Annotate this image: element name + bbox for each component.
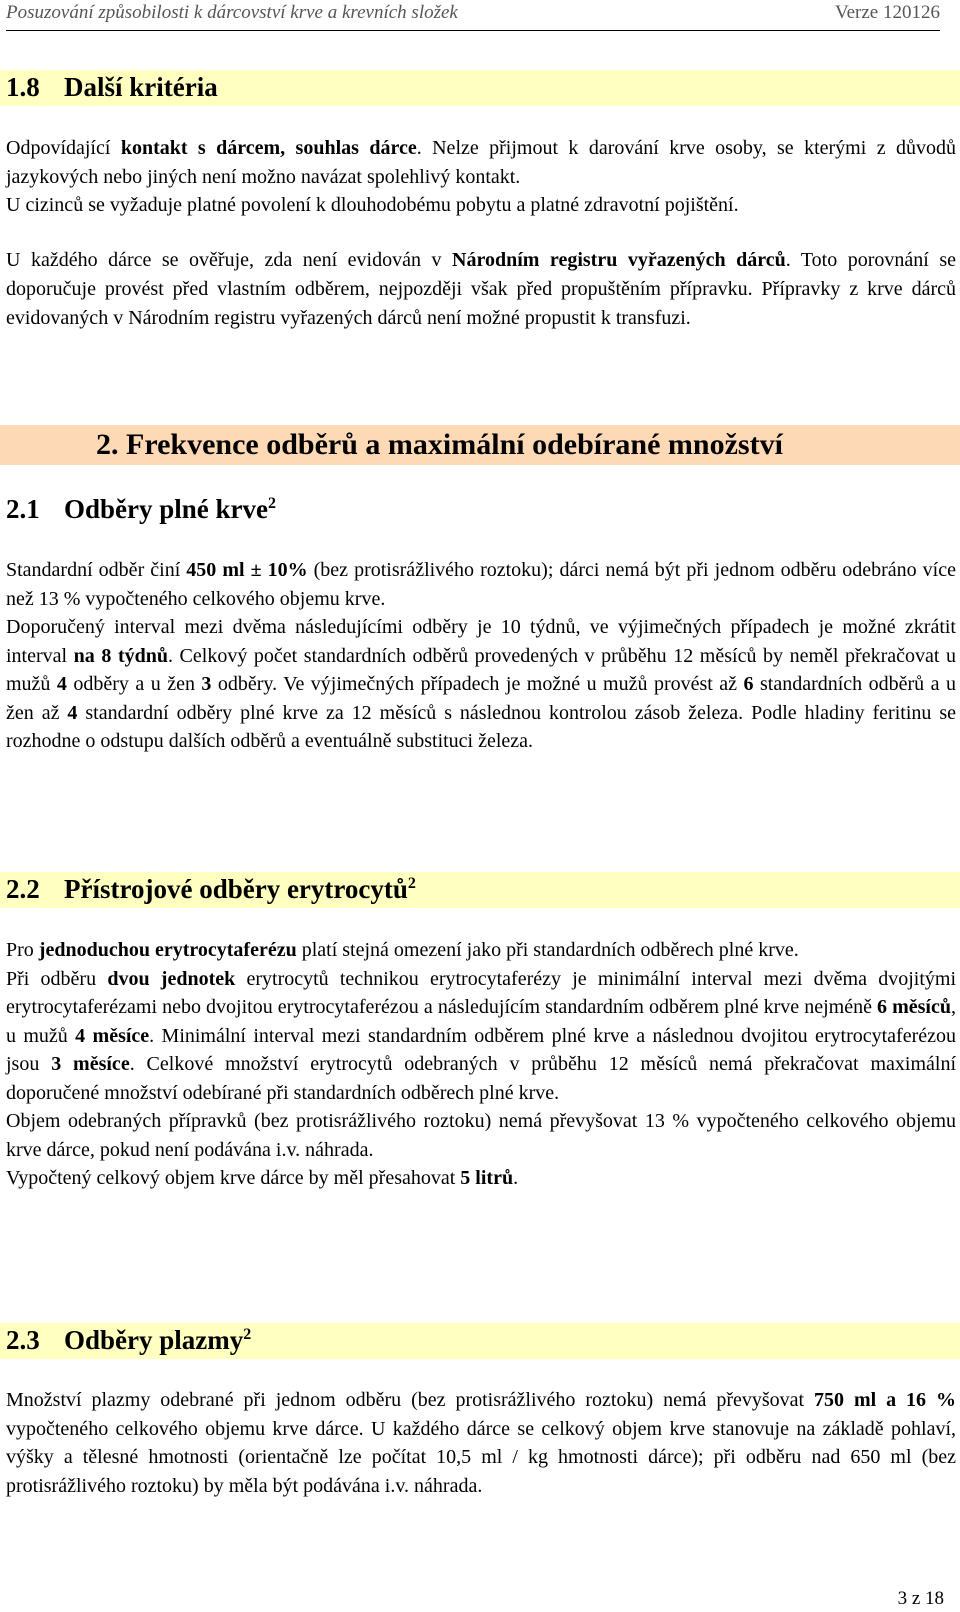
section-number: 1.8 (6, 72, 40, 102)
section-number: 2.2 (6, 874, 40, 904)
paragraph: Odpovídající kontakt s dárcem, souhlas dárce. Nelze přijmout k darování krve osoby, se kterými z důvodů jazykových nebo jiných není možno navázat spolehlivý kontakt. U cizinců se vyžaduje platné povolení k dlouhodobému pobytu a platné zdravotní pojištění. (6, 137, 956, 216)
section-number: 2.3 (6, 1325, 40, 1355)
paragraph: Množství plazmy odebrané při jednom odběru (bez protisrážlivého roztoku) nemá převyšovat 750 ml a 16 % vypočteného celkového objemu krve dárce. U každého dárce se celkový objem krve stanovuje na základě pohlaví, výšky a tělesné hmotnosti (orientačně lze počítat 10,5 ml / kg hmotnosti dárce); při odběru nad 650 ml (bez protisrážlivého roztoku) by měla být podávána i.v. náhrada. (6, 1389, 956, 1497)
footnote-ref: 2 (407, 875, 416, 892)
footnote-ref: 2 (243, 1326, 252, 1343)
section-heading-2-1 (6, 494, 276, 525)
chapter-title: 2. Frekvence odběrů a maximální odebírané množství (96, 428, 783, 461)
paragraph: Pro jednoduchou erytrocytaferézu platí stejná omezení jako při standardních odběrech plné krve. Při odběru dvou jednotek erytrocytů technikou erytrocytaferézy je minimální interval mezi dvěma dvojitými erytrocytaferézami nebo dvojitou erytrocytaferézou a následujícím standardním odběrem plné krve nejméně 6 měsíců, u mužů 4 měsíce. Minimální interval mezi standardním odběrem plné krve a následnou dvojitou erytrocytaferézou jsou 3 měsíce. Celkové množství erytrocytů odebraných v průběhu 12 měsíců nemá překračovat maximální doporučené množství odebírané při standardních odběrech plné krve. Objem odebraných přípravků (bez protisrážlivého roztoku) nemá převyšovat 13 % vypočteného celkového objemu krve dárce, pokud není podávána i.v. náhrada. Vypočtený celkový objem krve dárce by měl přesahovat 5 litrů. (6, 939, 957, 1189)
document-version: Verze 120126 (835, 2, 940, 23)
section-title: Další kritéria (64, 72, 218, 102)
section-title: Přístrojové odběry erytrocytů (64, 874, 408, 904)
document-title: Posuzování způsobilosti k dárcovství krve a krevních složek (6, 2, 458, 23)
section-heading-2-3 (6, 1325, 251, 1356)
paragraph: Standardní odběr činí 450 ml ± 10% (bez protisrážlivého roztoku); dárci nemá být při jednom odběru odebráno více než 13 % vypočteného celkového objemu krve. Doporučený interval mezi dvěma následujícími odběry je 10 týdnů, ve výjimečných případech je možné zkrátit interval na 8 týdnů. Celkový počet standardních odběrů provedených v průběhu 12 měsíců by neměl překračovat u mužů 4 odběry a u žen 3 odběry. Ve výjimečných případech je možné u mužů provést až 6 standardních odběrů a u žen až 4 standardní odběry plné krve za 12 měsíců s následnou kontrolou zásob železa. Podle hladiny feritinu se rozhodne o odstupu dalších odběrů a eventuálně substituci železa. (6, 559, 957, 752)
section-heading-2-2 (6, 874, 416, 905)
paragraph: U každého dárce se ověřuje, zda není evidován v Národním registru vyřazených dárců. Toto porovnání se doporučuje provést před vlastním odběrem, nejpozději však před propuštěním přípravku. Přípravky z krve dárců evidovaných v Národním registru vyřazených dárců není možné propustit k transfuzi. (6, 249, 956, 329)
section-title: Odběry plazmy (64, 1325, 244, 1355)
footnote-ref: 2 (268, 495, 277, 512)
section-title: Odběry plné krve (64, 494, 269, 524)
page-number: 3 z 18 (897, 1588, 944, 1609)
section-heading-1-8 (6, 72, 218, 103)
page-header (6, 0, 940, 31)
section-number: 2.1 (6, 494, 40, 524)
